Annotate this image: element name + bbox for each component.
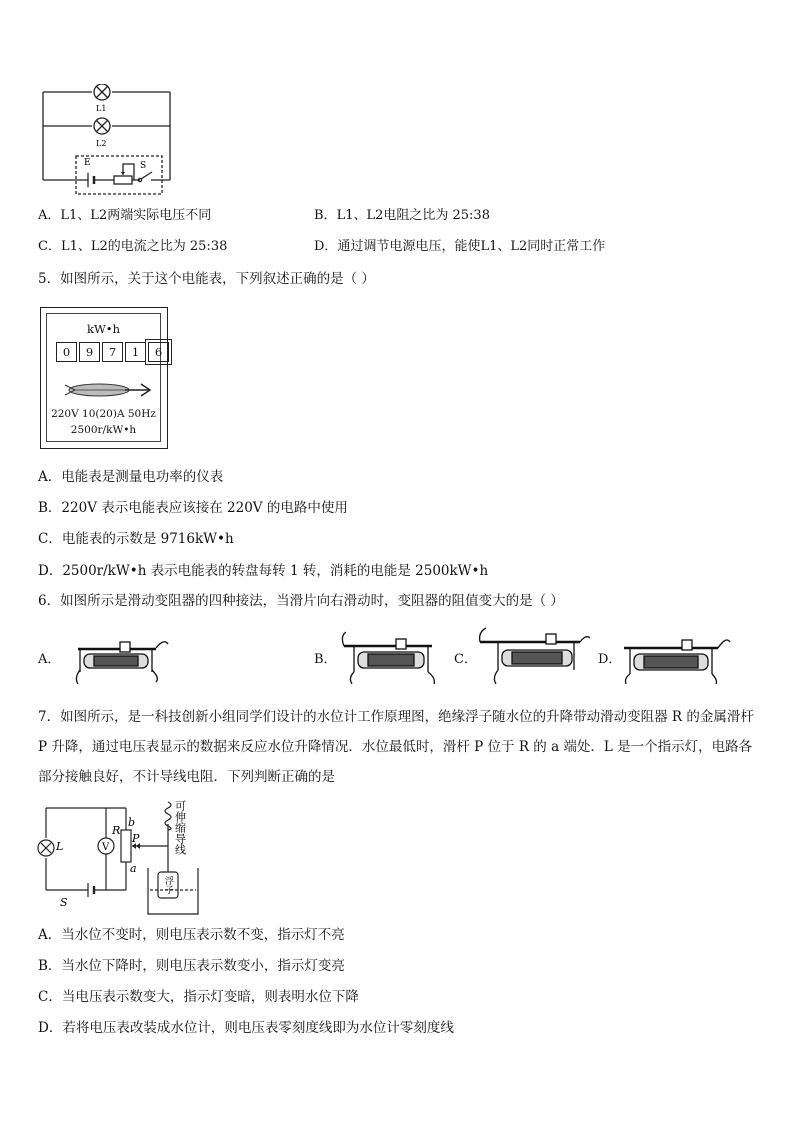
meter-spec: 220V 10(20)A 50Hz: [51, 408, 156, 420]
rheostat-c-figure: [476, 626, 592, 684]
q5-option-d[interactable]: D．2500r/kW•h 表示电能表的转盘每转 1 转，消耗的电能是 2500kW•h: [38, 563, 489, 579]
option-text: L1、L2的电流之比为 25:38: [60, 239, 228, 254]
q5-option-a[interactable]: A．电能表是测量电功率的仪表: [38, 469, 224, 485]
l2-label: L2: [96, 139, 107, 148]
meter-rev: 2500r/kW•h: [70, 424, 137, 436]
q4-option-a[interactable]: [38, 207, 211, 225]
q4-option-d[interactable]: [314, 238, 605, 256]
switch-label: S: [60, 896, 68, 909]
q6-option-d-label[interactable]: D．: [598, 652, 622, 667]
q4-circuit-figure: [36, 84, 186, 199]
slider-p-label: P: [132, 832, 140, 845]
end-b-label: b: [128, 816, 136, 829]
q5-option-c[interactable]: C．电能表的示数是 9716kW•h: [38, 531, 234, 547]
q7-option-d[interactable]: D．若将电压表改装成水位计，则电压表零刻度线即为水位计零刻度线: [38, 1020, 454, 1036]
q5-stem: 5．如图所示，关于这个电能表，下列叙述正确的是（ ）: [38, 271, 375, 287]
q7-water-level-figure: [36, 794, 206, 922]
q6-option-b-label[interactable]: B．: [314, 652, 337, 667]
option-text: 通过调节电源电压，能使L1、L2同时正常工作: [337, 239, 606, 254]
option-letter: C．: [38, 239, 61, 254]
energy-meter-figure: [40, 307, 168, 449]
q6-option-a-label[interactable]: A．: [38, 652, 61, 667]
option-text: L1、L2电阻之比为 25:38: [336, 208, 490, 223]
meter-digits: [56, 342, 171, 362]
meter-unit: kW•h: [87, 322, 120, 336]
q7-stem: 7．如图所示，是一科技创新小组同学们设计的水位计工作原理图，绝缘浮子随水位的升降带动滑动变阻器 R 的金属滑杆 P 升降，通过电压表显示的数据来反应水位升降情况．水位最低时，滑杆 P 位于 R 的 a 端处．L 是一个指示灯，电路各部分接触良好，不计导线电阻．下列判断正确的是: [38, 709, 754, 785]
q7-option-c[interactable]: C．当电压表示数变大，指示灯变暗，则表明水位下降: [38, 989, 359, 1005]
resistor-label: R: [112, 824, 121, 837]
q7-option-b[interactable]: B．当水位下降时，则电压表示数变小，指示灯变亮: [38, 958, 345, 974]
rheostat-b-figure: [338, 628, 448, 684]
q7-option-a[interactable]: A．当水位不变时，则电压表示数不变，指示灯不亮: [38, 927, 345, 943]
option-letter: D．: [314, 239, 338, 254]
q6-option-c-label[interactable]: C．: [454, 652, 477, 667]
option-letter: A．: [38, 208, 61, 223]
lamp-label: L: [56, 840, 64, 853]
meter-digit: 7: [102, 342, 123, 362]
meter-digit: 1: [125, 342, 146, 362]
switch-label: S: [140, 161, 147, 171]
meter-digit: 0: [56, 342, 77, 362]
option-text: L1、L2两端实际电压不同: [60, 208, 212, 223]
q5-option-b[interactable]: B．220V 表示电能表应该接在 220V 的电路中使用: [38, 500, 348, 516]
q6-stem: 6．如图所示是滑动变阻器的四种接法，当滑片向右滑动时，变阻器的阻值变大的是（ ）: [38, 593, 564, 609]
option-letter: B．: [314, 208, 337, 223]
meter-disc-arrow-icon: [61, 381, 153, 399]
q4-option-c[interactable]: [38, 238, 227, 256]
voltmeter-label: V: [102, 842, 110, 853]
battery-label: E: [84, 158, 91, 168]
q4-option-b[interactable]: [314, 207, 490, 225]
float-label: 浮子: [163, 876, 173, 894]
rheostat-a-figure: [72, 634, 172, 684]
meter-digit-decimal: 6: [148, 342, 169, 362]
meter-panel: [46, 313, 161, 442]
l1-label: L1: [96, 104, 107, 113]
meter-digit: 9: [79, 342, 100, 362]
end-a-label: a: [130, 862, 137, 875]
flexible-wire-label: 可伸缩导线: [173, 800, 187, 855]
rheostat-d-figure: [618, 630, 734, 684]
